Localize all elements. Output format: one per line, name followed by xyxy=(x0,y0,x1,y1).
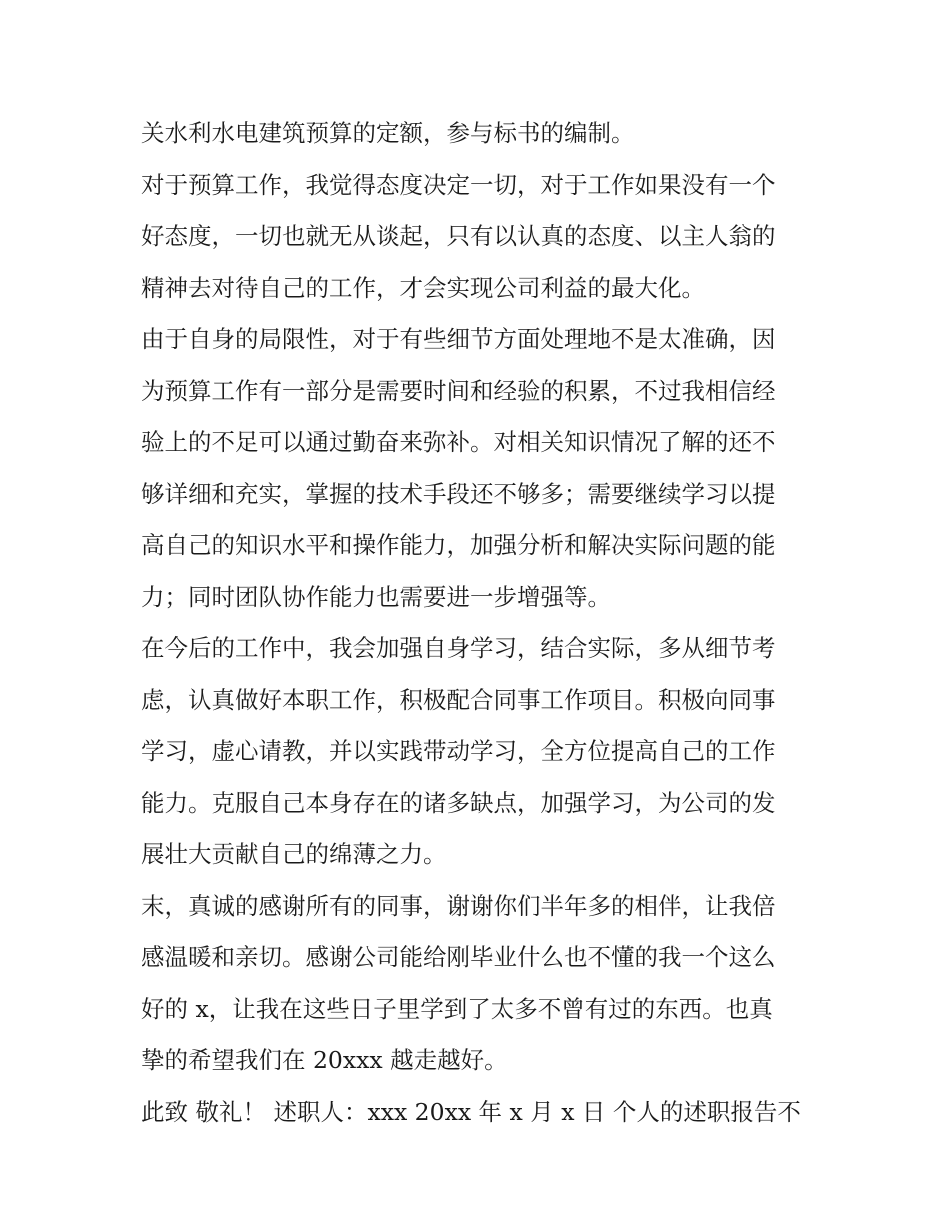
text-line: 感温暖和亲切。感谢公司能给刚毕业什么也不懂的我一个这么 xyxy=(141,943,776,971)
text-line: 好态度，一切也就无从谈起，只有以认真的态度、以主人翁的 xyxy=(141,222,776,250)
text-line: 够详细和充实，掌握的技术手段还不够多；需要继续学习以提 xyxy=(141,479,776,508)
text-line: 虑，认真做好本职工作，积极配合同事工作项目。积极向同事 xyxy=(141,685,776,714)
text-line: 挚的希望我们在 20xxx 越走越好。 xyxy=(141,1046,508,1074)
text-line: 为预算工作有一部分是需要时间和经验的积累，不过我相信经 xyxy=(141,376,776,405)
text-line: 末，真诚的感谢所有的同事，谢谢你们半年多的相伴，让我倍 xyxy=(141,891,776,920)
text-line: 好的 x，让我在这些日子里学到了太多不曾有过的东西。也真 xyxy=(141,994,773,1023)
text-line: 精神去对待自己的工作，才会实现公司利益的最大化。 xyxy=(141,273,705,302)
text-line: 由于自身的局限性，对于有些细节方面处理地不是太准确，因 xyxy=(141,325,776,353)
text-line: 对于预算工作，我觉得态度决定一切，对于工作如果没有一个 xyxy=(141,170,776,199)
text-line: 力；同时团队协作能力也需要进一步增强等。 xyxy=(141,582,611,611)
document-body xyxy=(141,108,813,1138)
text-line: 此致 敬礼！ 述职人：xxx 20xx 年 x 月 x 日 个人的述职报告不 xyxy=(141,1097,801,1126)
text-line: 高自己的知识水平和操作能力，加强分析和解决实际问题的能 xyxy=(141,531,776,559)
text-line: 在今后的工作中，我会加强自身学习，结合实际，多从细节考 xyxy=(141,634,776,662)
text-line: 学习，虚心请教，并以实践带动学习，全方位提高自己的工作 xyxy=(141,737,776,765)
text-line: 展壮大贡献自己的绵薄之力。 xyxy=(141,840,447,868)
text-line: 关水利水电建筑预算的定额，参与标书的编制。 xyxy=(141,119,635,147)
text-line: 能力。克服自己本身存在的诸多缺点，加强学习，为公司的发 xyxy=(141,788,776,817)
text-line: 验上的不足可以通过勤奋来弥补。对相关知识情况了解的还不 xyxy=(141,428,776,456)
